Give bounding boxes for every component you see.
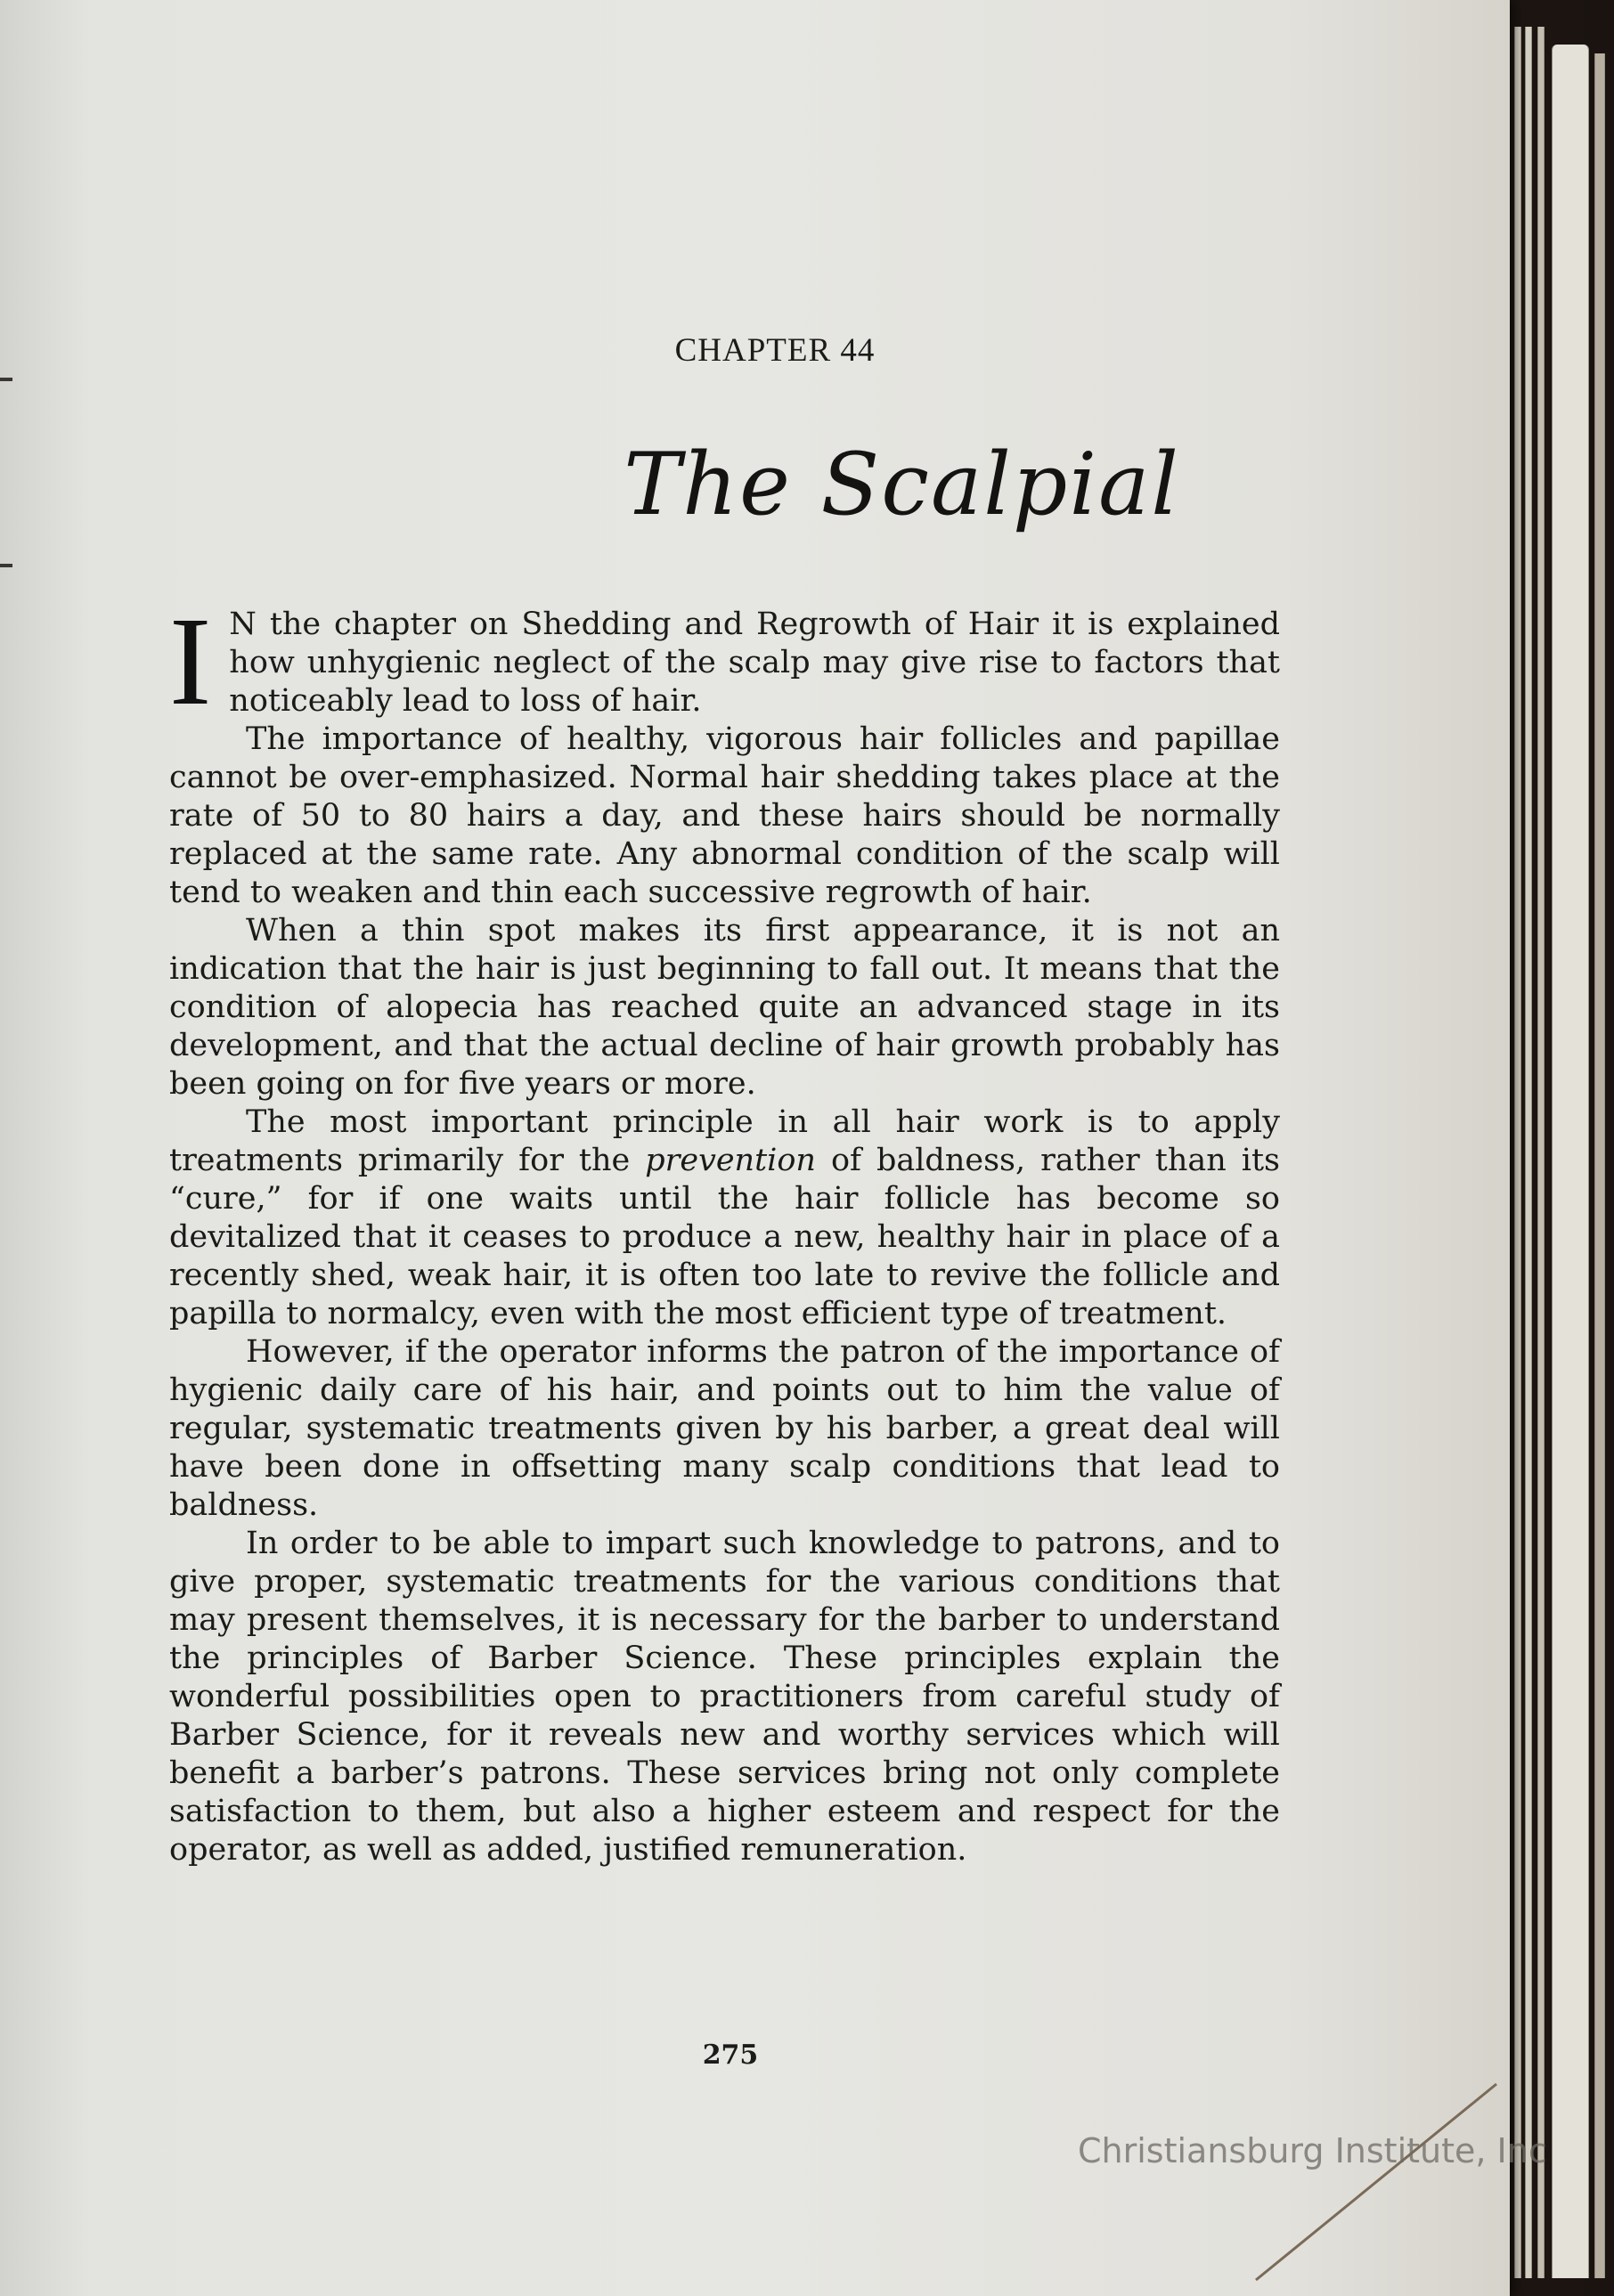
paragraph: In order to be able to impart such knowledge to patrons, and to give proper, systematic treatments for the various conditions that may present themselves, it is necessary for the barber to understand the principles of Barber Science. These principles explain the wonderful possibilities open to practitioners from careful study of Barber Science, for it reveals new and worthy services which will benefit a barber’s patrons. These services bring not only complete satisfaction to them, but also a higher esteem and respect for the operator, as well as added, justified remuneration.: [169, 1526, 1280, 1868]
watermark: Christiansburg Institute, Inc: [1078, 2131, 1547, 2170]
paragraph-text: The most important principle in all hair work is to apply treatments primarily for the: [169, 1104, 1280, 1178]
paragraph-text: of baldness, rather than its “cure,” for if one waits until the hair follicle has become so devitalized that it ceases to produce a new, healthy hair in place of a recently shed, weak hair, it is often too late to revive the follicle and papilla to normalcy, even with the most efficient type of treatment.: [169, 1143, 1280, 1331]
chapter-title: The Scalpial: [624, 435, 1180, 534]
paragraph: When a thin spot makes its first appearance, it is not an indication that the hair is just beginning to fall out. It means that the condition of alopecia has reached quite an advanced stage in its development, and that the actual decline of hair growth probably has been going on for five years or more.: [169, 913, 1280, 1102]
chapter-label: CHAPTER 44: [674, 332, 876, 369]
page-edge: [1594, 53, 1605, 2278]
page-edge: [1552, 45, 1589, 2278]
paragraph: However, if the operator informs the patron of the importance of hygienic daily care of his hair, and points out to him the value of regular, systematic treatments given by his barber, a great deal will have been done in offsetting many scalp conditions that lead to baldness.: [169, 1334, 1280, 1523]
emphasis-text: prevention: [645, 1143, 816, 1178]
crease-line: [1256, 2084, 1496, 2280]
page-number: 275: [702, 2040, 759, 2071]
drop-cap: I: [169, 590, 212, 731]
paragraph: The importance of healthy, vigorous hair follicles and papillae cannot be over-emphasized. Normal hair shedding takes place at the rate of 50 to 80 hairs a day, and these hairs should be normally replaced at the same rate. Any abnormal condition of the scalp will tend to weaken and thin each successive regrowth of hair.: [169, 721, 1280, 910]
paragraph-text: N the chapter on Shedding and Regrowth of Hair it is explained how unhygienic neglect of the scalp may give rise to factors that noticeably lead to loss of hair.: [229, 607, 1280, 719]
